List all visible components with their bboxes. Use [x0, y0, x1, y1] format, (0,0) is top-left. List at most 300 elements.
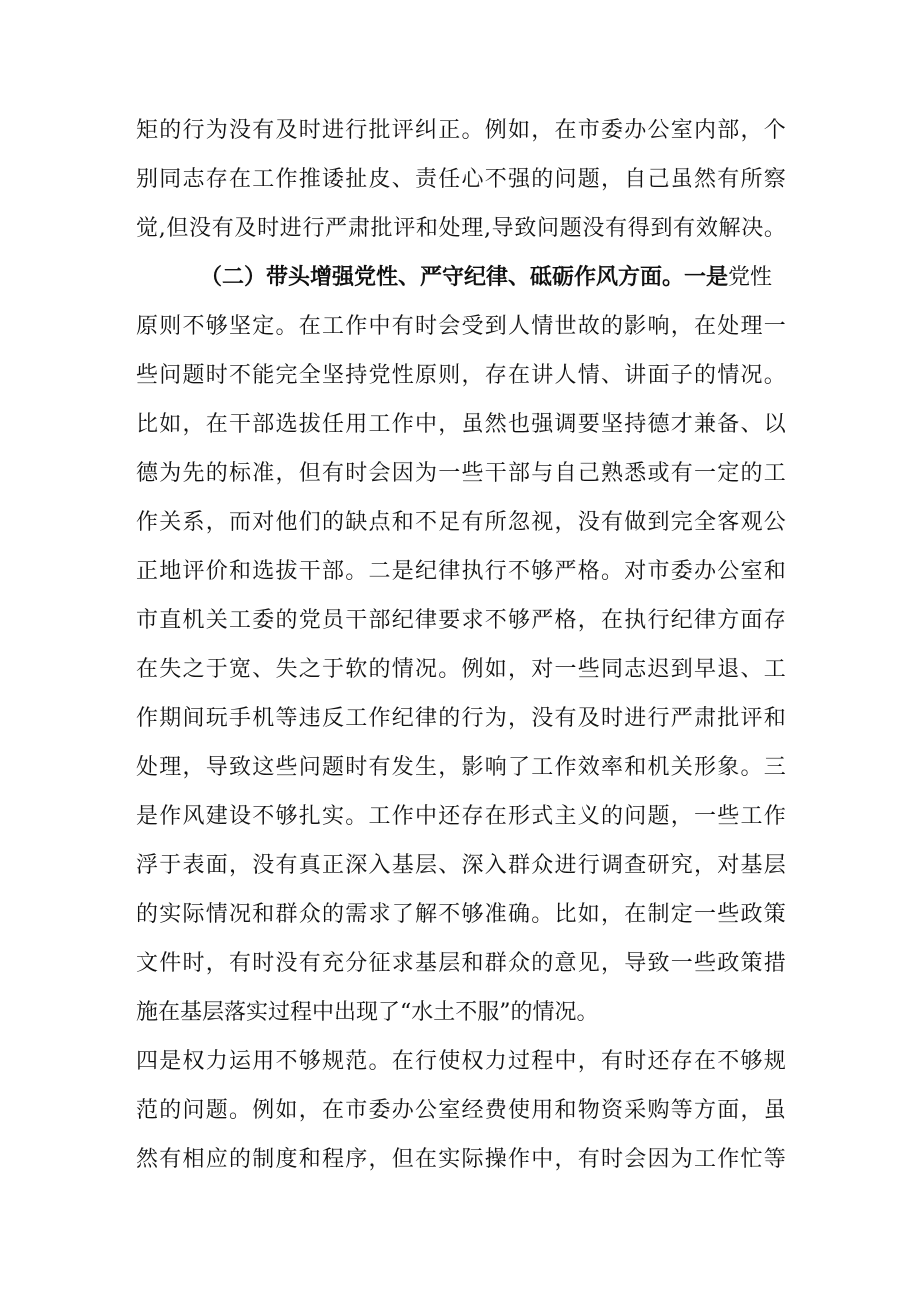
glyph: 工	[345, 706, 368, 731]
glyph: 情	[717, 363, 740, 388]
glyph: 范	[345, 1049, 368, 1074]
glyph: 和	[763, 706, 786, 731]
glyph: 的	[159, 118, 182, 143]
glyph: 市	[577, 118, 600, 143]
glyph: 对	[531, 657, 554, 682]
glyph: 是	[136, 804, 159, 829]
glyph: 于	[322, 657, 345, 682]
glyph: ,	[158, 216, 166, 241]
glyph: 还	[647, 1049, 670, 1074]
glyph: ，	[554, 510, 577, 535]
glyph: 使	[438, 1049, 461, 1074]
glyph: 中	[368, 314, 391, 339]
glyph: 策	[740, 951, 763, 976]
glyph: ，	[694, 853, 717, 878]
text-line	[136, 792, 786, 841]
glyph: 中	[531, 1147, 554, 1172]
text-line	[136, 400, 786, 449]
glyph: 没	[577, 510, 600, 535]
glyph: 处	[136, 755, 159, 780]
glyph: 为	[670, 1147, 693, 1172]
glyph: 为	[484, 706, 507, 731]
glyph: 而	[229, 510, 252, 535]
glyph: 扯	[345, 167, 368, 192]
glyph: 是	[159, 1049, 182, 1074]
glyph: 工	[252, 167, 275, 192]
glyph: 对	[624, 559, 647, 584]
glyph: 所	[740, 167, 763, 192]
glyph: 公	[717, 559, 740, 584]
glyph: 如	[484, 657, 507, 682]
glyph: 有	[368, 755, 391, 780]
glyph: 人	[508, 314, 531, 339]
glyph: 作	[717, 1147, 740, 1172]
glyph: 没	[189, 216, 212, 241]
glyph: 这	[252, 755, 275, 780]
glyph: 室	[438, 1098, 461, 1123]
glyph: 四	[136, 1049, 159, 1074]
glyph: ，	[601, 902, 624, 927]
glyph: 为	[415, 461, 438, 486]
glyph: 方	[694, 1098, 717, 1123]
glyph: 时	[415, 314, 438, 339]
glyph: 不	[182, 314, 205, 339]
glyph: 不	[484, 608, 507, 633]
glyph: 、	[438, 853, 461, 878]
glyph: 原	[415, 363, 438, 388]
glyph: 。	[275, 314, 298, 339]
glyph: 些	[577, 657, 600, 682]
glyph: ，	[601, 167, 624, 192]
glyph: 在	[136, 657, 159, 682]
glyph: 到	[670, 657, 693, 682]
glyph: 作	[159, 804, 182, 829]
glyph: 反	[322, 706, 345, 731]
glyph: 在	[601, 608, 624, 633]
glyph: 致	[514, 216, 537, 241]
glyph: 深	[461, 853, 484, 878]
glyph: 面	[717, 1098, 740, 1123]
section-heading-rest: 党性	[728, 265, 773, 290]
glyph: 得	[627, 216, 650, 241]
glyph: 定	[717, 461, 740, 486]
glyph: 工	[229, 608, 252, 633]
glyph: 程	[531, 1049, 554, 1074]
document-body	[136, 106, 786, 1184]
glyph: ，	[740, 1098, 763, 1123]
glyph: 不	[275, 1049, 298, 1074]
glyph: 行	[415, 1049, 438, 1074]
glyph: 悉	[624, 461, 647, 486]
glyph: 些	[717, 902, 740, 927]
glyph: 委	[670, 559, 693, 584]
glyph: 影	[461, 755, 484, 780]
glyph: 情	[531, 314, 554, 339]
glyph: 在	[415, 1147, 438, 1172]
glyph: 进	[554, 853, 577, 878]
glyph: 忽	[508, 510, 531, 535]
glyph: 所	[484, 510, 507, 535]
glyph: 不	[229, 363, 252, 388]
glyph: 行	[182, 118, 205, 143]
glyph: 调	[601, 853, 624, 878]
glyph: 违	[298, 706, 321, 731]
glyph: 问	[159, 363, 182, 388]
glyph: 人	[554, 363, 577, 388]
glyph: 见	[577, 951, 600, 976]
glyph: 志	[182, 167, 205, 192]
glyph: 别	[136, 167, 159, 192]
glyph: 准	[484, 902, 507, 927]
glyph: 题	[577, 167, 600, 192]
glyph: 够	[508, 608, 531, 633]
glyph: 和	[391, 510, 414, 535]
glyph: ，	[205, 510, 228, 535]
glyph: 操	[484, 1147, 507, 1172]
glyph: 中	[415, 804, 438, 829]
glyph: ，	[438, 755, 461, 780]
glyph: 中	[554, 1049, 577, 1074]
glyph: 有	[601, 1049, 624, 1074]
glyph: 市	[136, 608, 159, 633]
glyph: 强	[531, 412, 554, 437]
glyph: 有	[605, 216, 628, 241]
glyph: 的	[601, 804, 624, 829]
glyph: 不	[252, 804, 275, 829]
glyph: 批	[368, 118, 391, 143]
glyph: 物	[577, 1098, 600, 1123]
glyph: 室	[740, 559, 763, 584]
glyph: 察	[763, 167, 786, 192]
text-line	[136, 498, 786, 547]
glyph: 干	[229, 412, 252, 437]
glyph: 够	[205, 314, 228, 339]
glyph: 因	[647, 1147, 670, 1172]
glyph: 于	[205, 657, 228, 682]
glyph: 作	[345, 314, 368, 339]
glyph: ，	[670, 314, 693, 339]
glyph: 在	[391, 1049, 414, 1074]
glyph: 行	[345, 118, 368, 143]
glyph: 有	[252, 118, 275, 143]
glyph: 如	[577, 902, 600, 927]
glyph: ，	[229, 853, 252, 878]
glyph: 义	[577, 804, 600, 829]
glyph: 发	[391, 755, 414, 780]
glyph: 进	[279, 216, 302, 241]
glyph: 但	[166, 216, 189, 241]
glyph: 有	[229, 951, 252, 976]
glyph: 导	[624, 951, 647, 976]
glyph: 市	[345, 1098, 368, 1123]
glyph: 的	[136, 902, 159, 927]
glyph: 持	[345, 363, 368, 388]
glyph: 软	[345, 657, 368, 682]
glyph: 不	[508, 559, 531, 584]
glyph: 有	[717, 167, 740, 192]
glyph: 有	[673, 216, 696, 241]
glyph: 用	[345, 412, 368, 437]
glyph: 己	[647, 167, 670, 192]
glyph: 和	[252, 902, 275, 927]
glyph: 征	[368, 951, 391, 976]
glyph: 真	[298, 853, 321, 878]
glyph: 办	[391, 1098, 414, 1123]
glyph: ，	[508, 706, 531, 731]
glyph: 相	[182, 1147, 205, 1172]
glyph: 行	[484, 559, 507, 584]
glyph: 权	[182, 1049, 205, 1074]
glyph: 深	[345, 853, 368, 878]
glyph: 没	[229, 118, 252, 143]
glyph: 确	[508, 902, 531, 927]
glyph: 格	[554, 608, 577, 633]
glyph: 的	[740, 461, 763, 486]
glyph: 形	[508, 804, 531, 829]
glyph: 及	[275, 118, 298, 143]
glyph: 进	[624, 706, 647, 731]
glyph: 际	[182, 902, 205, 927]
text-line	[136, 1135, 786, 1184]
glyph: 原	[136, 314, 159, 339]
glyph: 时	[601, 706, 624, 731]
glyph: 行	[461, 706, 484, 731]
glyph: 时	[345, 755, 368, 780]
glyph: 迟	[647, 657, 670, 682]
glyph: 充	[322, 951, 345, 976]
glyph: 群	[275, 902, 298, 927]
section-heading	[136, 253, 786, 302]
glyph: 讲	[624, 363, 647, 388]
glyph: 时	[298, 118, 321, 143]
glyph: 坚	[322, 363, 345, 388]
glyph: 在	[205, 412, 228, 437]
glyph: 究	[670, 853, 693, 878]
glyph: 存	[670, 1049, 693, 1074]
glyph: 和	[461, 951, 484, 976]
glyph: 过	[508, 1049, 531, 1074]
glyph: 的	[368, 657, 391, 682]
glyph: 导	[205, 755, 228, 780]
glyph: 例	[461, 657, 484, 682]
glyph: 讲	[531, 363, 554, 388]
glyph: ，	[298, 1098, 321, 1123]
glyph: 价	[205, 559, 228, 584]
glyph: 况	[229, 902, 252, 927]
glyph: 观	[740, 510, 763, 535]
glyph: 自	[554, 461, 577, 486]
glyph: 世	[554, 314, 577, 339]
glyph: 会	[438, 314, 461, 339]
glyph: 有	[670, 461, 693, 486]
glyph: 件	[159, 951, 182, 976]
glyph: 情	[391, 657, 414, 682]
glyph: 纪	[391, 706, 414, 731]
glyph: 宽	[229, 657, 252, 682]
glyph: 没	[531, 706, 554, 731]
glyph: 部	[508, 461, 531, 486]
glyph: 委	[601, 118, 624, 143]
glyph: 在	[298, 314, 321, 339]
glyph: 、	[601, 363, 624, 388]
glyph: 标	[229, 461, 252, 486]
glyph: 早	[694, 657, 717, 682]
glyph: 在	[694, 314, 717, 339]
glyph: 。	[740, 755, 763, 780]
glyph: ，	[670, 804, 693, 829]
glyph: 志	[624, 657, 647, 682]
glyph: 及	[234, 216, 257, 241]
glyph: 在	[322, 1098, 345, 1123]
glyph: 表	[182, 853, 205, 878]
glyph: 但	[391, 1147, 414, 1172]
glyph: 党	[298, 608, 321, 633]
glyph: 作	[368, 706, 391, 731]
glyph: 用	[531, 1098, 554, 1123]
glyph: 作	[136, 706, 159, 731]
glyph: 诿	[322, 167, 345, 192]
glyph: 机	[182, 608, 205, 633]
glyph: 然	[694, 167, 717, 192]
glyph: 客	[717, 510, 740, 535]
glyph: 工	[322, 314, 345, 339]
glyph: 工	[763, 461, 786, 486]
text-line-last: 施在基层落实过程中出现了“水土不服”的情况。	[136, 1000, 599, 1025]
glyph: 众	[298, 902, 321, 927]
glyph: 问	[624, 804, 647, 829]
glyph: 准	[252, 461, 275, 486]
glyph: 的	[601, 314, 624, 339]
glyph: 行	[302, 216, 325, 241]
glyph: 持	[624, 412, 647, 437]
glyph: 费	[484, 1098, 507, 1123]
glyph: 面	[647, 363, 670, 388]
glyph: 关	[159, 510, 182, 535]
glyph: 了	[391, 902, 414, 927]
glyph: 力	[484, 1049, 507, 1074]
glyph: 拔	[298, 412, 321, 437]
glyph: 查	[624, 853, 647, 878]
glyph: 题	[205, 1098, 228, 1123]
glyph: 己	[577, 461, 600, 486]
glyph: 力	[205, 1049, 228, 1074]
glyph: 有	[461, 510, 484, 535]
glyph: 够	[461, 902, 484, 927]
glyph: 则	[438, 363, 461, 388]
glyph: 在	[554, 118, 577, 143]
glyph: 些	[717, 804, 740, 829]
text-line	[136, 890, 786, 939]
glyph: 市	[647, 559, 670, 584]
glyph: 没	[252, 853, 275, 878]
glyph: 程	[322, 1147, 345, 1172]
glyph: 有	[601, 510, 624, 535]
glyph: 干	[298, 559, 321, 584]
glyph: 失	[159, 657, 182, 682]
glyph: 时	[624, 1049, 647, 1074]
glyph: 坚	[601, 412, 624, 437]
glyph: 行	[647, 706, 670, 731]
glyph: 之	[298, 657, 321, 682]
glyph: 制	[252, 1147, 275, 1172]
glyph: ，	[531, 118, 554, 143]
glyph: 在	[229, 167, 252, 192]
glyph: 一	[554, 657, 577, 682]
text-line	[136, 106, 786, 155]
glyph: 调	[554, 412, 577, 437]
glyph: 响	[647, 314, 670, 339]
text-line	[136, 645, 786, 694]
glyph: 解	[718, 216, 741, 241]
glyph: 子	[670, 363, 693, 388]
glyph: 中	[415, 412, 438, 437]
glyph: ，	[577, 608, 600, 633]
glyph: 办	[624, 118, 647, 143]
glyph: 定	[670, 902, 693, 927]
glyph: 导	[491, 216, 514, 241]
glyph: 研	[647, 853, 670, 878]
glyph: 纠	[415, 118, 438, 143]
glyph: 没	[582, 216, 605, 241]
glyph: 。	[229, 1098, 252, 1123]
glyph: 。	[763, 216, 786, 241]
glyph: 肃	[347, 216, 370, 241]
glyph: 能	[252, 363, 275, 388]
glyph: 内	[694, 118, 717, 143]
glyph: 机	[647, 755, 670, 780]
glyph: 为	[159, 461, 182, 486]
glyph: 律	[694, 608, 717, 633]
glyph: 在	[508, 363, 531, 388]
glyph: 矩	[136, 118, 159, 143]
glyph: 三	[763, 755, 786, 780]
glyph: 委	[252, 608, 275, 633]
glyph: 际	[461, 1147, 484, 1172]
glyph: 用	[252, 1049, 275, 1074]
glyph: 求	[391, 951, 414, 976]
glyph: 作	[275, 167, 298, 192]
glyph: 同	[601, 657, 624, 682]
glyph: 直	[159, 608, 182, 633]
glyph: 严	[325, 216, 348, 241]
glyph: 纪	[415, 559, 438, 584]
glyph: 然	[136, 1147, 159, 1172]
glyph: 还	[438, 804, 461, 829]
glyph: 的	[438, 706, 461, 731]
glyph: 理	[461, 216, 484, 241]
glyph: 肃	[694, 706, 717, 731]
glyph: 例	[252, 1098, 275, 1123]
glyph: 及	[577, 706, 600, 731]
glyph: 要	[577, 412, 600, 437]
glyph: 有	[391, 314, 414, 339]
glyph: 干	[345, 608, 368, 633]
glyph: 德	[136, 461, 159, 486]
glyph: 形	[694, 755, 717, 780]
glyph: 工	[368, 804, 391, 829]
glyph: 生	[415, 755, 438, 780]
glyph: 群	[508, 853, 531, 878]
glyph: 式	[531, 804, 554, 829]
glyph: 、	[740, 657, 763, 682]
glyph: 的	[531, 951, 554, 976]
glyph: 觉	[136, 216, 159, 241]
glyph: 或	[647, 461, 670, 486]
glyph: 情	[577, 363, 600, 388]
glyph: 工	[763, 657, 786, 682]
glyph: 系	[182, 510, 205, 535]
glyph: 办	[694, 559, 717, 584]
